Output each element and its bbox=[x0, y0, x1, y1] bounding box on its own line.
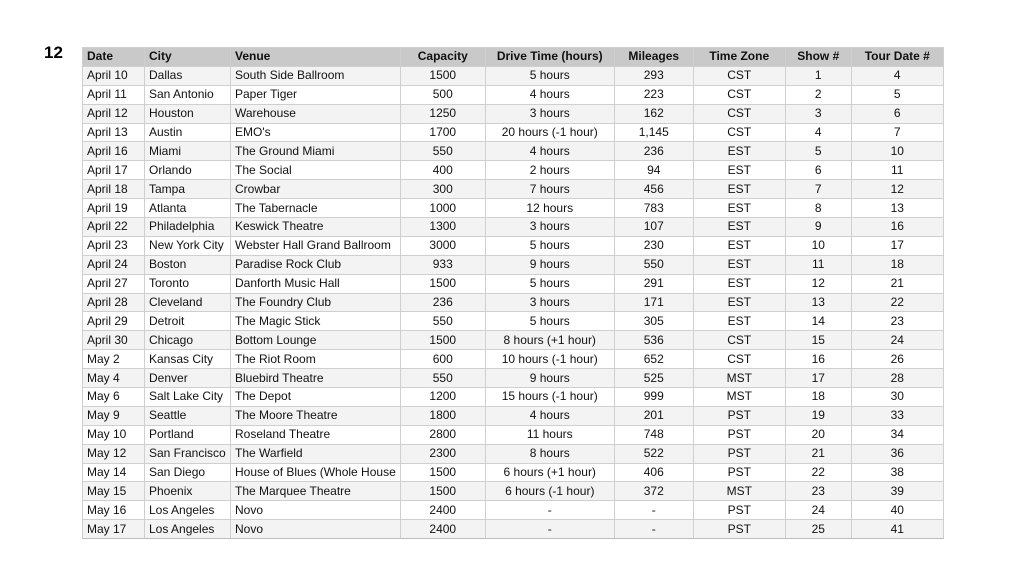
capacity-cell: 1800 bbox=[400, 406, 485, 425]
date-cell: April 19 bbox=[83, 199, 145, 218]
venue-cell: The Depot bbox=[231, 388, 401, 407]
drive-time-cell: 10 hours (-1 hour) bbox=[485, 350, 614, 369]
tour-date-number-cell: 26 bbox=[851, 350, 943, 369]
table-row bbox=[83, 444, 944, 463]
venue-cell: Keswick Theatre bbox=[231, 218, 401, 237]
date-cell: April 16 bbox=[83, 142, 145, 161]
header-date: Date bbox=[83, 48, 145, 67]
tour-date-number-cell: 4 bbox=[851, 66, 943, 85]
tour-date-number-cell: 24 bbox=[851, 331, 943, 350]
capacity-cell: 1500 bbox=[400, 274, 485, 293]
city-cell: Chicago bbox=[145, 331, 231, 350]
tour-date-number-cell: 36 bbox=[851, 444, 943, 463]
date-cell: April 30 bbox=[83, 331, 145, 350]
drive-time-cell: 11 hours bbox=[485, 425, 614, 444]
mileage-cell: 748 bbox=[614, 425, 693, 444]
table-row bbox=[83, 369, 944, 388]
tour-date-number-cell: 7 bbox=[851, 123, 943, 142]
date-cell: April 13 bbox=[83, 123, 145, 142]
time-zone-cell: MST bbox=[693, 388, 785, 407]
tour-date-number-cell: 21 bbox=[851, 274, 943, 293]
drive-time-cell: 5 hours bbox=[485, 274, 614, 293]
show-number-cell: 17 bbox=[785, 369, 851, 388]
city-cell: Seattle bbox=[145, 406, 231, 425]
slide-number: 12 bbox=[44, 43, 63, 62]
drive-time-cell: 12 hours bbox=[485, 199, 614, 218]
mileage-cell: 406 bbox=[614, 463, 693, 482]
time-zone-cell: EST bbox=[693, 142, 785, 161]
city-cell: Orlando bbox=[145, 161, 231, 180]
mileage-cell: 201 bbox=[614, 406, 693, 425]
city-cell: Portland bbox=[145, 425, 231, 444]
show-number-cell: 12 bbox=[785, 274, 851, 293]
tour-schedule-table bbox=[82, 47, 944, 539]
mileage-cell: 999 bbox=[614, 388, 693, 407]
venue-cell: House of Blues (Whole House bbox=[231, 463, 401, 482]
header-mileages: Mileages bbox=[614, 48, 693, 67]
time-zone-cell: EST bbox=[693, 274, 785, 293]
venue-cell: Paradise Rock Club bbox=[231, 255, 401, 274]
tour-date-number-cell: 11 bbox=[851, 161, 943, 180]
header-show-number: Show # bbox=[785, 48, 851, 67]
time-zone-cell: EST bbox=[693, 180, 785, 199]
date-cell: April 17 bbox=[83, 161, 145, 180]
time-zone-cell: PST bbox=[693, 425, 785, 444]
tour-date-number-cell: 17 bbox=[851, 236, 943, 255]
city-cell: New York City bbox=[145, 236, 231, 255]
tour-date-number-cell: 16 bbox=[851, 218, 943, 237]
time-zone-cell: PST bbox=[693, 444, 785, 463]
drive-time-cell: 2 hours bbox=[485, 161, 614, 180]
table-row bbox=[83, 312, 944, 331]
capacity-cell: 2300 bbox=[400, 444, 485, 463]
tour-date-number-cell: 6 bbox=[851, 104, 943, 123]
drive-time-cell: - bbox=[485, 501, 614, 520]
city-cell: Phoenix bbox=[145, 482, 231, 501]
mileage-cell: 305 bbox=[614, 312, 693, 331]
show-number-cell: 1 bbox=[785, 66, 851, 85]
capacity-cell: 1500 bbox=[400, 66, 485, 85]
header-row bbox=[83, 48, 944, 67]
capacity-cell: 500 bbox=[400, 85, 485, 104]
city-cell: Atlanta bbox=[145, 199, 231, 218]
venue-cell: Paper Tiger bbox=[231, 85, 401, 104]
mileage-cell: 162 bbox=[614, 104, 693, 123]
date-cell: May 6 bbox=[83, 388, 145, 407]
drive-time-cell: 5 hours bbox=[485, 312, 614, 331]
date-cell: April 29 bbox=[83, 312, 145, 331]
show-number-cell: 10 bbox=[785, 236, 851, 255]
mileage-cell: 291 bbox=[614, 274, 693, 293]
city-cell: Los Angeles bbox=[145, 501, 231, 520]
capacity-cell: 400 bbox=[400, 161, 485, 180]
time-zone-cell: EST bbox=[693, 199, 785, 218]
venue-cell: Novo bbox=[231, 501, 401, 520]
table-row bbox=[83, 66, 944, 85]
time-zone-cell: MST bbox=[693, 482, 785, 501]
time-zone-cell: EST bbox=[693, 218, 785, 237]
tour-date-number-cell: 33 bbox=[851, 406, 943, 425]
drive-time-cell: 6 hours (+1 hour) bbox=[485, 463, 614, 482]
table-row bbox=[83, 104, 944, 123]
tour-date-number-cell: 23 bbox=[851, 312, 943, 331]
drive-time-cell: 3 hours bbox=[485, 293, 614, 312]
table-row bbox=[83, 199, 944, 218]
table-row bbox=[83, 161, 944, 180]
capacity-cell: 300 bbox=[400, 180, 485, 199]
drive-time-cell: 8 hours bbox=[485, 444, 614, 463]
show-number-cell: 24 bbox=[785, 501, 851, 520]
show-number-cell: 13 bbox=[785, 293, 851, 312]
capacity-cell: 2800 bbox=[400, 425, 485, 444]
show-number-cell: 19 bbox=[785, 406, 851, 425]
time-zone-cell: CST bbox=[693, 123, 785, 142]
header-time-zone: Time Zone bbox=[693, 48, 785, 67]
time-zone-cell: CST bbox=[693, 350, 785, 369]
table-row bbox=[83, 293, 944, 312]
city-cell: Miami bbox=[145, 142, 231, 161]
venue-cell: The Warfield bbox=[231, 444, 401, 463]
table-row bbox=[83, 255, 944, 274]
table-row bbox=[83, 236, 944, 255]
venue-cell: Roseland Theatre bbox=[231, 425, 401, 444]
mileage-cell: 783 bbox=[614, 199, 693, 218]
city-cell: San Francisco bbox=[145, 444, 231, 463]
show-number-cell: 5 bbox=[785, 142, 851, 161]
mileage-cell: 223 bbox=[614, 85, 693, 104]
capacity-cell: 1700 bbox=[400, 123, 485, 142]
show-number-cell: 20 bbox=[785, 425, 851, 444]
show-number-cell: 21 bbox=[785, 444, 851, 463]
drive-time-cell: 7 hours bbox=[485, 180, 614, 199]
city-cell: Houston bbox=[145, 104, 231, 123]
city-cell: Toronto bbox=[145, 274, 231, 293]
date-cell: April 10 bbox=[83, 66, 145, 85]
tour-date-number-cell: 41 bbox=[851, 520, 943, 539]
capacity-cell: 600 bbox=[400, 350, 485, 369]
time-zone-cell: EST bbox=[693, 255, 785, 274]
venue-cell: South Side Ballroom bbox=[231, 66, 401, 85]
venue-cell: Novo bbox=[231, 520, 401, 539]
table-row bbox=[83, 274, 944, 293]
mileage-cell: 456 bbox=[614, 180, 693, 199]
mileage-cell: 536 bbox=[614, 331, 693, 350]
venue-cell: The Social bbox=[231, 161, 401, 180]
tour-date-number-cell: 13 bbox=[851, 199, 943, 218]
city-cell: Kansas City bbox=[145, 350, 231, 369]
table-row bbox=[83, 388, 944, 407]
show-number-cell: 22 bbox=[785, 463, 851, 482]
show-number-cell: 4 bbox=[785, 123, 851, 142]
drive-time-cell: 9 hours bbox=[485, 255, 614, 274]
header-city: City bbox=[145, 48, 231, 67]
show-number-cell: 23 bbox=[785, 482, 851, 501]
mileage-cell: 171 bbox=[614, 293, 693, 312]
table-row bbox=[83, 85, 944, 104]
date-cell: April 28 bbox=[83, 293, 145, 312]
venue-cell: Warehouse bbox=[231, 104, 401, 123]
capacity-cell: 1500 bbox=[400, 463, 485, 482]
drive-time-cell: 5 hours bbox=[485, 66, 614, 85]
drive-time-cell: 15 hours (-1 hour) bbox=[485, 388, 614, 407]
mileage-cell: 94 bbox=[614, 161, 693, 180]
show-number-cell: 6 bbox=[785, 161, 851, 180]
tour-date-number-cell: 30 bbox=[851, 388, 943, 407]
tour-date-number-cell: 5 bbox=[851, 85, 943, 104]
city-cell: San Antonio bbox=[145, 85, 231, 104]
capacity-cell: 3000 bbox=[400, 236, 485, 255]
mileage-cell: 1,145 bbox=[614, 123, 693, 142]
time-zone-cell: PST bbox=[693, 520, 785, 539]
time-zone-cell: PST bbox=[693, 501, 785, 520]
venue-cell: EMO's bbox=[231, 123, 401, 142]
mileage-cell: 230 bbox=[614, 236, 693, 255]
city-cell: Dallas bbox=[145, 66, 231, 85]
venue-cell: The Riot Room bbox=[231, 350, 401, 369]
mileage-cell: 652 bbox=[614, 350, 693, 369]
tour-date-number-cell: 38 bbox=[851, 463, 943, 482]
time-zone-cell: CST bbox=[693, 66, 785, 85]
date-cell: May 17 bbox=[83, 520, 145, 539]
table-row bbox=[83, 406, 944, 425]
time-zone-cell: CST bbox=[693, 104, 785, 123]
venue-cell: Bottom Lounge bbox=[231, 331, 401, 350]
drive-time-cell: - bbox=[485, 520, 614, 539]
tour-date-number-cell: 12 bbox=[851, 180, 943, 199]
show-number-cell: 3 bbox=[785, 104, 851, 123]
capacity-cell: 1500 bbox=[400, 482, 485, 501]
venue-cell: The Ground Miami bbox=[231, 142, 401, 161]
table-row bbox=[83, 520, 944, 539]
capacity-cell: 1300 bbox=[400, 218, 485, 237]
date-cell: April 11 bbox=[83, 85, 145, 104]
drive-time-cell: 20 hours (-1 hour) bbox=[485, 123, 614, 142]
table-row bbox=[83, 180, 944, 199]
date-cell: April 22 bbox=[83, 218, 145, 237]
tour-date-number-cell: 39 bbox=[851, 482, 943, 501]
tour-date-number-cell: 28 bbox=[851, 369, 943, 388]
table-row bbox=[83, 350, 944, 369]
show-number-cell: 15 bbox=[785, 331, 851, 350]
date-cell: May 10 bbox=[83, 425, 145, 444]
city-cell: Detroit bbox=[145, 312, 231, 331]
venue-cell: The Foundry Club bbox=[231, 293, 401, 312]
mileage-cell: 236 bbox=[614, 142, 693, 161]
capacity-cell: 236 bbox=[400, 293, 485, 312]
city-cell: Boston bbox=[145, 255, 231, 274]
date-cell: May 16 bbox=[83, 501, 145, 520]
show-number-cell: 7 bbox=[785, 180, 851, 199]
tour-date-number-cell: 22 bbox=[851, 293, 943, 312]
mileage-cell: 372 bbox=[614, 482, 693, 501]
drive-time-cell: 9 hours bbox=[485, 369, 614, 388]
date-cell: May 2 bbox=[83, 350, 145, 369]
drive-time-cell: 4 hours bbox=[485, 142, 614, 161]
date-cell: April 24 bbox=[83, 255, 145, 274]
table-row bbox=[83, 218, 944, 237]
tour-date-number-cell: 10 bbox=[851, 142, 943, 161]
mileage-cell: 550 bbox=[614, 255, 693, 274]
table-row bbox=[83, 123, 944, 142]
capacity-cell: 2400 bbox=[400, 501, 485, 520]
venue-cell: The Tabernacle bbox=[231, 199, 401, 218]
time-zone-cell: CST bbox=[693, 331, 785, 350]
city-cell: San Diego bbox=[145, 463, 231, 482]
city-cell: Austin bbox=[145, 123, 231, 142]
city-cell: Salt Lake City bbox=[145, 388, 231, 407]
time-zone-cell: CST bbox=[693, 85, 785, 104]
show-number-cell: 8 bbox=[785, 199, 851, 218]
date-cell: April 18 bbox=[83, 180, 145, 199]
capacity-cell: 1200 bbox=[400, 388, 485, 407]
table-row bbox=[83, 501, 944, 520]
table-row bbox=[83, 482, 944, 501]
show-number-cell: 11 bbox=[785, 255, 851, 274]
city-cell: Tampa bbox=[145, 180, 231, 199]
time-zone-cell: PST bbox=[693, 463, 785, 482]
capacity-cell: 933 bbox=[400, 255, 485, 274]
city-cell: Cleveland bbox=[145, 293, 231, 312]
venue-cell: The Magic Stick bbox=[231, 312, 401, 331]
show-number-cell: 9 bbox=[785, 218, 851, 237]
show-number-cell: 14 bbox=[785, 312, 851, 331]
date-cell: April 23 bbox=[83, 236, 145, 255]
date-cell: May 4 bbox=[83, 369, 145, 388]
mileage-cell: 107 bbox=[614, 218, 693, 237]
header-tour-date-number: Tour Date # bbox=[851, 48, 943, 67]
capacity-cell: 2400 bbox=[400, 520, 485, 539]
drive-time-cell: 3 hours bbox=[485, 104, 614, 123]
date-cell: April 12 bbox=[83, 104, 145, 123]
venue-cell: The Moore Theatre bbox=[231, 406, 401, 425]
capacity-cell: 550 bbox=[400, 142, 485, 161]
tour-date-number-cell: 18 bbox=[851, 255, 943, 274]
header-drive-time: Drive Time (hours) bbox=[485, 48, 614, 67]
header-capacity: Capacity bbox=[400, 48, 485, 67]
venue-cell: Danforth Music Hall bbox=[231, 274, 401, 293]
tour-date-number-cell: 40 bbox=[851, 501, 943, 520]
venue-cell: Webster Hall Grand Ballroom bbox=[231, 236, 401, 255]
mileage-cell: - bbox=[614, 520, 693, 539]
drive-time-cell: 8 hours (+1 hour) bbox=[485, 331, 614, 350]
mileage-cell: - bbox=[614, 501, 693, 520]
time-zone-cell: MST bbox=[693, 369, 785, 388]
drive-time-cell: 4 hours bbox=[485, 406, 614, 425]
date-cell: May 14 bbox=[83, 463, 145, 482]
tour-date-number-cell: 34 bbox=[851, 425, 943, 444]
table-row bbox=[83, 463, 944, 482]
date-cell: April 27 bbox=[83, 274, 145, 293]
time-zone-cell: EST bbox=[693, 312, 785, 331]
drive-time-cell: 4 hours bbox=[485, 85, 614, 104]
capacity-cell: 1250 bbox=[400, 104, 485, 123]
date-cell: May 9 bbox=[83, 406, 145, 425]
city-cell: Philadelphia bbox=[145, 218, 231, 237]
show-number-cell: 16 bbox=[785, 350, 851, 369]
mileage-cell: 293 bbox=[614, 66, 693, 85]
city-cell: Denver bbox=[145, 369, 231, 388]
capacity-cell: 550 bbox=[400, 369, 485, 388]
mileage-cell: 522 bbox=[614, 444, 693, 463]
city-cell: Los Angeles bbox=[145, 520, 231, 539]
table-row bbox=[83, 142, 944, 161]
table-row bbox=[83, 425, 944, 444]
capacity-cell: 550 bbox=[400, 312, 485, 331]
drive-time-cell: 3 hours bbox=[485, 218, 614, 237]
date-cell: May 15 bbox=[83, 482, 145, 501]
venue-cell: Bluebird Theatre bbox=[231, 369, 401, 388]
time-zone-cell: PST bbox=[693, 406, 785, 425]
show-number-cell: 18 bbox=[785, 388, 851, 407]
drive-time-cell: 5 hours bbox=[485, 236, 614, 255]
table-row bbox=[83, 331, 944, 350]
time-zone-cell: EST bbox=[693, 236, 785, 255]
time-zone-cell: EST bbox=[693, 293, 785, 312]
date-cell: May 12 bbox=[83, 444, 145, 463]
drive-time-cell: 6 hours (-1 hour) bbox=[485, 482, 614, 501]
mileage-cell: 525 bbox=[614, 369, 693, 388]
show-number-cell: 2 bbox=[785, 85, 851, 104]
venue-cell: The Marquee Theatre bbox=[231, 482, 401, 501]
show-number-cell: 25 bbox=[785, 520, 851, 539]
capacity-cell: 1500 bbox=[400, 331, 485, 350]
time-zone-cell: EST bbox=[693, 161, 785, 180]
header-venue: Venue bbox=[231, 48, 401, 67]
venue-cell: Crowbar bbox=[231, 180, 401, 199]
capacity-cell: 1000 bbox=[400, 199, 485, 218]
